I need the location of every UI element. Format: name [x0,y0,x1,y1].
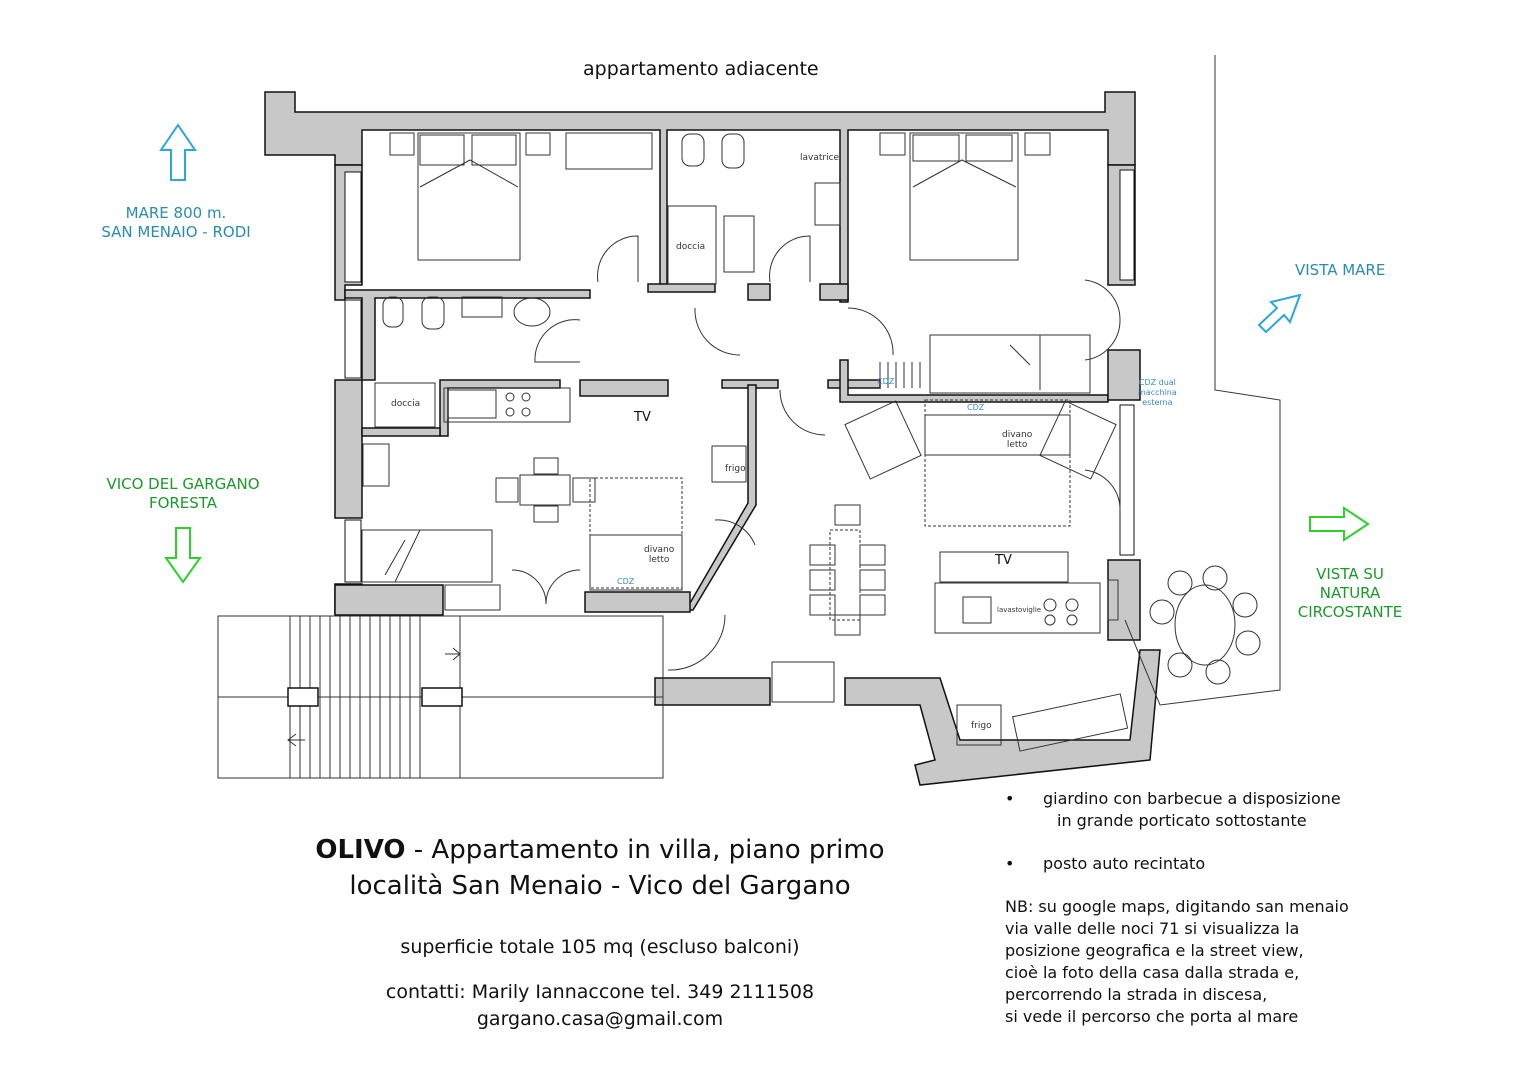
nature-label [1290,565,1410,622]
vico-line-1: VICO DEL GARGANO [106,475,260,493]
title-line-2: località San Menaio - Vico del Gargano [349,871,851,901]
nature-line-3: CIRCOSTANTE [1297,603,1403,621]
wall-top [265,92,1135,302]
divano-2-b: letto [1006,440,1028,450]
nb-line: NB: su google maps, digitando san menaio [1005,897,1349,916]
sea-arrow-icon [161,125,195,180]
doccia-small-label: doccia [391,399,421,409]
nb-line: via valle delle noci 71 si visualizza la [1005,919,1300,938]
apartment-name: OLIVO [315,835,406,865]
cdz-dual-3: esterna [1142,398,1173,407]
divano-1-b: letto [648,555,670,565]
vico-arrow-icon [166,528,200,582]
title-block [250,832,950,904]
bullet-2-text: posto auto recintato [1043,854,1206,873]
sea-line-2: SAN MENAIO - RODI [101,223,251,241]
sea-distance-label [95,204,257,242]
bullet-2-icon: • [1005,854,1015,873]
contact-email: gargano.casa@gmail.com [476,1008,724,1030]
bullet-1-line-1: giardino con barbecue a disposizione [1043,789,1341,808]
cdz-dual-1: CDZ dual [1138,378,1176,387]
adjacent-apartment-label: appartamento adiacente [583,58,819,80]
divano-letto-living-label [1002,430,1032,450]
nb-note [1005,896,1349,1028]
divano-letto-kitchen-label [644,545,674,565]
bed-1 [418,133,520,260]
cdz-living-label: CDZ [967,403,985,412]
frigo-living-label: frigo [971,721,992,731]
bullet-1-icon: • [1005,789,1015,808]
nb-line: posizione geografica e la street view, [1005,941,1304,960]
contact-line-1: contatti: Marily Iannaccone tel. 349 2111508 [385,981,815,1003]
divano-2-a: divano [1002,430,1033,440]
vico-line-2: FORESTA [148,494,218,512]
nb-line: cioè la foto della casa dalla strada e, [1005,963,1300,982]
nb-line: percorrendo la strada in discesa, [1005,985,1268,1004]
title-line-1-rest: - Appartamento in villa, piano primo [405,835,885,865]
nature-line-2: NATURA [1319,584,1381,602]
nb-line: si vede il percorso che porta al mare [1005,1007,1299,1026]
doccia-label: doccia [676,242,706,252]
frigo-kitchen-label: frigo [725,464,746,474]
cdz-dual-2: macchina [1138,388,1177,397]
lavatrice-label: lavatrice [800,153,840,163]
divano-1-a: divano [644,545,675,555]
nature-arrow-icon [1310,508,1368,540]
vista-mare-arrow-icon [1259,295,1300,332]
title-line-1 [250,832,950,868]
cdz-bedroom-label: CDZ [877,377,895,386]
sea-line-1: MARE 800 m. [125,204,227,222]
tv-kitchen-label: TV [634,410,651,425]
cdz-dual-label [1138,378,1177,408]
cdz-kitchen-label: CDZ [617,577,635,586]
vico-label [98,475,268,513]
bullet-1-line-2: in grande porticato sottostante [1057,811,1307,830]
surface-text: superficie totale 105 mq (escluso balconi) [400,936,800,958]
bed-2 [910,133,1018,260]
lavastoviglie-label: lavastoviglie [997,606,1042,614]
tv-living-label: TV [995,553,1012,568]
nature-line-1: VISTA SU [1316,565,1384,583]
vista-mare-label: VISTA MARE [1295,261,1386,279]
